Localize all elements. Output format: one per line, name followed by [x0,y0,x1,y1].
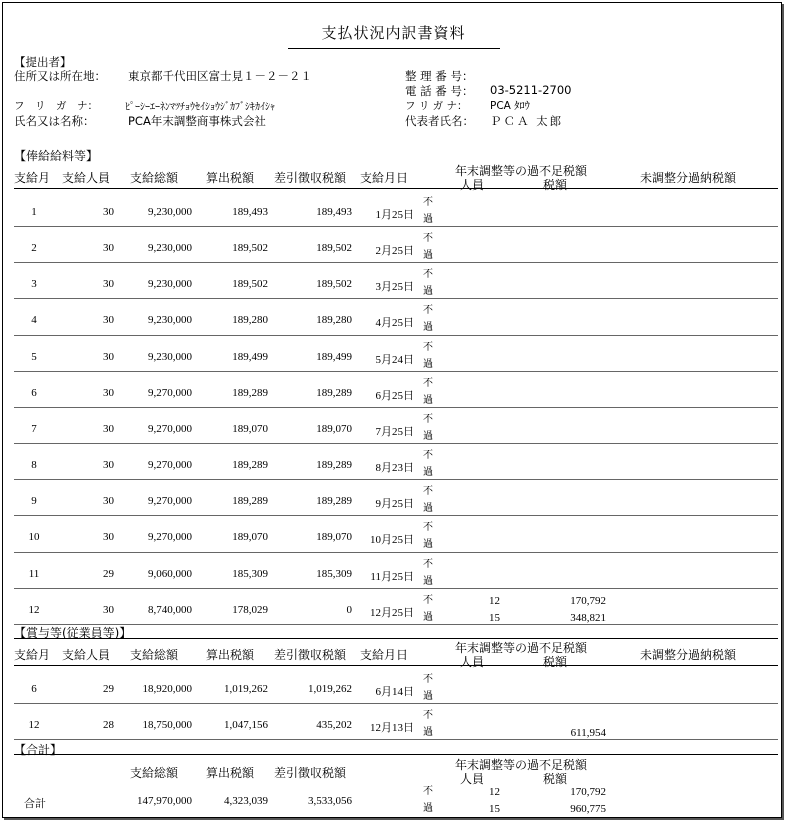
cell-month: 5 [31,350,37,363]
cell-fusoku-mark: 不 [423,486,433,498]
col-header-yearend-tax: 税額 [543,772,568,786]
col-header-calc-tax: 算出税額 [206,766,255,780]
col-header-total: 支給総額 [130,648,179,662]
cell-kano-mark: 過 [423,467,433,479]
kana-label: フ リ ガ ナ： [14,100,98,112]
cell-month: 11 [28,567,40,580]
cell-total: 9,270,000 [148,495,192,508]
cell-kano-mark: 過 [423,358,433,370]
col-header-withheld: 差引徴収税額 [274,648,347,662]
bonus-header-rule [14,665,778,666]
summary-heading: 【合計】 [14,743,63,757]
cell-calc-tax: 189,493 [232,206,268,218]
cell-people: 30 [103,603,114,616]
cell-kano-mark: 過 [423,611,433,623]
cell-kano-mark: 過 [423,322,433,334]
cell-withheld: 189,289 [316,459,352,472]
cell-people: 29 [103,567,114,580]
cell-fusoku-mark: 不 [423,341,433,353]
cell-withheld: 189,499 [316,350,352,363]
cell-total: 18,750,000 [142,719,192,731]
row-divider [14,703,778,704]
summary-kano-mark: 過 [423,803,433,814]
cell-total: 9,230,000 [148,278,192,291]
tel-value: 03-5211-2700 [490,83,572,97]
cell-pay-date: 3月25日 [375,281,414,294]
cell-pay-date: 8月23日 [375,462,414,475]
cell-pay-date: 10月25日 [370,534,414,547]
cell-people: 28 [103,719,114,731]
cell-calc-tax: 189,289 [232,386,268,399]
col-header-yearend-people: 人員 [460,178,485,192]
summary-total: 147,970,000 [137,795,192,807]
col-header-unadjusted: 未調整分過納税額 [640,648,737,662]
cell-calc-tax: 189,070 [232,531,268,544]
kana-value: ﾋﾟｰｼｰｴｰﾈﾝﾏﾂﾁｮｳｾｲｼｮｳｼﾞｶﾌﾞｼｷｶｲｼｬ [125,102,275,113]
row-divider [14,407,778,408]
row-divider [14,479,778,480]
cell-fusoku-tax: 170,792 [570,594,606,607]
ref-label: 整 理 番 号： [405,69,474,83]
col-header-unadjusted: 未調整分過納税額 [640,171,737,185]
col-header-pay-date: 支給月日 [360,648,409,662]
summary-label: 合計 [24,798,46,810]
cell-total: 9,230,000 [148,206,192,218]
cell-kano-mark: 過 [423,575,433,587]
cell-pay-date: 2月25日 [375,245,414,258]
salary-heading: 【俸給給料等】 [14,149,99,163]
cell-withheld: 189,289 [316,495,352,508]
col-header-total: 支給総額 [130,766,179,780]
cell-withheld: 189,280 [316,314,352,327]
cell-pay-date: 4月25日 [375,317,414,330]
cell-calc-tax: 189,280 [232,314,268,327]
summary-fusoku-tax: 170,792 [570,786,606,798]
col-header-month: 支給月 [14,648,51,662]
cell-calc-tax: 1,019,262 [224,683,268,695]
cell-month: 6 [31,386,37,399]
row-divider [14,335,778,336]
cell-total: 9,060,000 [148,567,192,580]
col-header-yearend: 年末調整等の過不足税額 [455,758,588,772]
cell-fusoku-mark: 不 [423,450,433,462]
cell-month: 12 [28,719,40,731]
cell-calc-tax: 185,309 [232,567,268,580]
cell-fusoku-mark: 不 [423,558,433,570]
cell-total: 9,270,000 [148,531,192,544]
name-label: 氏名又は名称： [14,114,95,128]
col-header-total: 支給総額 [130,171,179,185]
cell-month: 9 [31,495,37,508]
cell-people: 30 [103,386,114,399]
cell-people: 30 [103,278,114,291]
cell-withheld: 189,070 [316,531,352,544]
cell-withheld: 189,493 [316,206,352,218]
cell-fusoku-mark: 不 [423,269,433,281]
cell-fusoku-mark: 不 [423,413,433,425]
cell-calc-tax: 189,289 [232,495,268,508]
submitter-heading: 【提出者】 [14,55,72,69]
cell-calc-tax: 189,502 [232,278,268,291]
rep-kana-label: フ リ ガ ナ： [405,100,468,112]
cell-kano-mark: 過 [423,539,433,551]
cell-withheld: 435,202 [316,719,352,731]
cell-withheld: 189,502 [316,242,352,255]
row-divider [14,226,778,227]
summary-top-rule [14,754,778,755]
cell-kano-mark: 過 [423,503,433,515]
cell-month: 10 [28,531,40,544]
col-header-withheld: 差引徴収税額 [274,766,347,780]
row-divider [14,552,778,553]
summary-fusoku-people: 12 [489,786,500,798]
name-value: PCA年末調整商事株式会社 [128,114,266,128]
cell-month: 8 [31,459,37,472]
cell-fusoku-people: 12 [489,594,500,607]
document-title: 支払状況内訳書資料 [321,24,466,42]
cell-kano-mark: 過 [423,214,433,225]
cell-calc-tax: 189,070 [232,422,268,435]
cell-fusoku-mark: 不 [423,197,433,208]
cell-calc-tax: 189,289 [232,459,268,472]
cell-month: 6 [31,683,37,695]
cell-withheld: 0 [346,603,352,616]
bonus-top-rule [14,638,778,639]
cell-pay-date: 6月14日 [375,686,414,698]
address-value: 東京都千代田区富士見１－２－２１ [128,69,312,83]
cell-total: 9,230,000 [148,314,192,327]
cell-kano-people: 15 [489,611,500,624]
cell-total: 9,230,000 [148,350,192,363]
cell-fusoku-mark: 不 [423,594,433,606]
cell-people: 30 [103,314,114,327]
salary-header-rule [14,188,778,189]
cell-month: 12 [28,603,40,616]
cell-withheld: 185,309 [316,567,352,580]
cell-month: 7 [31,422,37,435]
col-header-withheld: 差引徴収税額 [274,171,347,185]
cell-withheld: 189,070 [316,422,352,435]
cell-kano-mark: 過 [423,430,433,442]
tel-label: 電 話 番 号： [405,84,474,98]
col-header-pay-date: 支給月日 [360,171,409,185]
cell-fusoku-mark: 不 [423,377,433,389]
cell-total: 18,920,000 [142,683,192,695]
cell-people: 29 [103,683,114,695]
cell-month: 4 [31,314,37,327]
summary-calc-tax: 4,323,039 [224,795,268,807]
row-divider [14,298,778,299]
cell-kano-tax: 611,954 [570,727,606,739]
cell-people: 30 [103,531,114,544]
address-label: 住所又は所在地： [14,69,106,83]
cell-month: 2 [31,242,37,255]
cell-pay-date: 12月13日 [370,722,414,734]
cell-pay-date: 9月25日 [375,498,414,511]
cell-total: 9,270,000 [148,459,192,472]
cell-total: 9,270,000 [148,386,192,399]
cell-withheld: 1,019,262 [308,683,352,695]
cell-kano-mark: 過 [423,250,433,262]
cell-fusoku-mark: 不 [423,233,433,245]
row-divider [14,443,778,444]
col-header-yearend-tax: 税額 [543,178,568,192]
cell-people: 30 [103,206,114,218]
cell-people: 30 [103,459,114,472]
cell-fusoku-mark: 不 [423,522,433,534]
cell-people: 30 [103,242,114,255]
cell-pay-date: 6月25日 [375,389,414,402]
cell-calc-tax: 178,029 [232,603,268,616]
summary-fusoku-mark: 不 [423,786,433,797]
summary-kano-tax: 960,775 [570,803,606,815]
cell-pay-date: 11月25日 [370,570,414,583]
col-header-people: 支給人員 [62,648,111,662]
cell-pay-date: 5月24日 [375,353,414,366]
cell-kano-mark: 過 [423,691,433,702]
col-header-calc-tax: 算出税額 [206,648,255,662]
row-divider [14,262,778,263]
bonus-heading: 【賞与等(従業員等)】 [14,626,132,640]
summary-kano-people: 15 [489,803,500,815]
col-header-yearend: 年末調整等の過不足税額 [455,164,588,178]
title-underline [288,48,500,49]
cell-total: 9,270,000 [148,422,192,435]
col-header-yearend-tax: 税額 [543,655,568,669]
col-header-yearend-people: 人員 [460,772,485,786]
row-divider [14,371,778,372]
cell-fusoku-mark: 不 [423,710,433,721]
col-header-month: 支給月 [14,171,51,185]
col-header-yearend: 年末調整等の過不足税額 [455,641,588,655]
cell-pay-date: 12月25日 [370,606,414,619]
rep-value: ＰＣＡ 太郎 [490,114,564,128]
cell-kano-mark: 過 [423,727,433,738]
cell-total: 8,740,000 [148,603,192,616]
cell-people: 30 [103,495,114,508]
rep-label: 代表者氏名： [405,114,474,128]
cell-pay-date: 7月25日 [375,425,414,438]
cell-people: 30 [103,422,114,435]
cell-month: 3 [31,278,37,291]
row-divider [14,588,778,589]
summary-withheld: 3,533,056 [308,795,352,807]
cell-calc-tax: 189,502 [232,242,268,255]
cell-month: 1 [31,206,37,218]
cell-calc-tax: 1,047,156 [224,719,268,731]
cell-total: 9,230,000 [148,242,192,255]
cell-pay-date: 1月25日 [375,209,414,221]
cell-fusoku-mark: 不 [423,674,433,685]
cell-calc-tax: 189,499 [232,350,268,363]
rep-kana-value: PCA ﾀﾛｳ [490,100,530,112]
cell-fusoku-mark: 不 [423,305,433,317]
col-header-people: 支給人員 [62,171,111,185]
cell-kano-tax: 348,821 [570,611,606,624]
cell-withheld: 189,289 [316,386,352,399]
cell-kano-mark: 過 [423,286,433,298]
col-header-yearend-people: 人員 [460,655,485,669]
cell-kano-mark: 過 [423,394,433,406]
cell-people: 30 [103,350,114,363]
col-header-calc-tax: 算出税額 [206,171,255,185]
row-divider [14,739,778,740]
row-divider [14,515,778,516]
cell-withheld: 189,502 [316,278,352,291]
